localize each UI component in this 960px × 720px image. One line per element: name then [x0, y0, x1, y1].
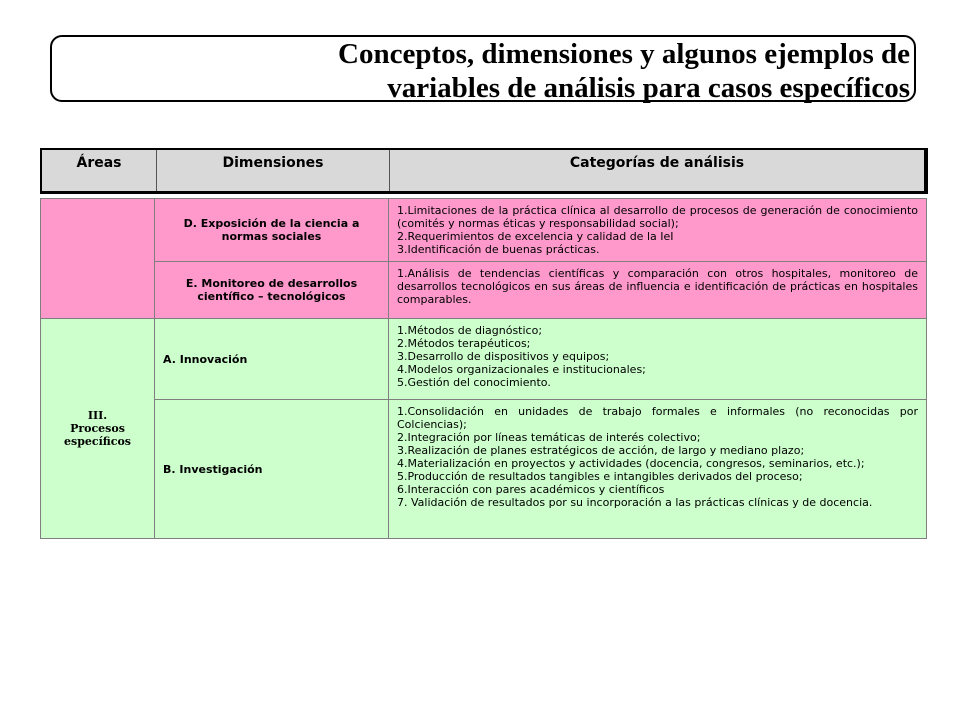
categories-d [389, 199, 927, 262]
header-dimensiones: Dimensiones [157, 150, 390, 191]
categories-e [389, 262, 927, 319]
area-iii-line1: III. [87, 409, 108, 422]
table-row [41, 199, 927, 262]
area-cell-empty [41, 199, 155, 319]
table-header [40, 148, 928, 194]
category-item: 1.Limitaciones de la práctica clínica al desarrollo de procesos de generación de conocimiento (comités y normas éticas y responsabilidad social); [397, 204, 918, 230]
table-row [41, 319, 927, 400]
dimension-a: A. Innovación [155, 319, 389, 400]
category-item: 4.Materialización en proyectos y actividades (docencia, congresos, seminarios, etc.); [397, 457, 865, 470]
area-iii-line2: Procesos [70, 422, 125, 435]
area-iii-line3: específicos [64, 435, 131, 448]
area-iii [41, 319, 155, 539]
table-row [41, 262, 927, 319]
table-row [41, 400, 927, 539]
categories-b [389, 400, 927, 539]
header-categorias: Categorías de análisis [569, 155, 745, 171]
categories-a [389, 319, 927, 400]
category-item: 3.Identificación de buenas prácticas. [397, 243, 600, 256]
category-item: 1.Métodos de diagnóstico; [397, 324, 543, 337]
title-box [50, 35, 916, 102]
dimension-b: B. Investigación [155, 400, 389, 539]
category-item: 3.Realización de planes estratégicos de acción, de largo y mediano plazo; [397, 444, 805, 457]
category-item: 1.Consolidación en unidades de trabajo formales e informales (no reconocidas por Colciencias); [397, 405, 918, 431]
category-item: 2.Requerimientos de excelencia y calidad de la IeI [397, 230, 674, 243]
category-item: 4.Modelos organizacionales e institucionales; [397, 363, 646, 376]
category-item: 5.Producción de resultados tangibles e intangibles derivados del proceso; [397, 470, 803, 483]
dimension-d: D. Exposición de la ciencia a normas sociales [155, 199, 389, 262]
category-item: 5.Gestión del conocimiento. [397, 376, 551, 389]
category-item: 6.Interacción con pares académicos y científicos [397, 483, 665, 496]
category-item: 1.Análisis de tendencias científicas y comparación con otros hospitales, monitoreo de desarrollos tecnológicos en sus áreas de influencia e identificación de prácticas en hospitales comparables. [397, 267, 918, 306]
category-item: 2.Métodos terapéuticos; [397, 337, 531, 350]
category-item: 2.Integración por líneas temáticas de interés colectivo; [397, 431, 701, 444]
dimension-e: E. Monitoreo de desarrollos científico – tecnológicos [155, 262, 389, 319]
header-areas: Áreas [42, 150, 157, 191]
category-item: 3.Desarrollo de dispositivos y equipos; [397, 350, 610, 363]
title-line-2: variables de análisis para casos específicos [387, 72, 910, 104]
category-item: 7. Validación de resultados por su incorporación a las prácticas clínicas y de docencia. [397, 496, 873, 509]
analysis-table [40, 198, 927, 539]
title-line-1: Conceptos, dimensiones y algunos ejemplos de [338, 38, 910, 70]
